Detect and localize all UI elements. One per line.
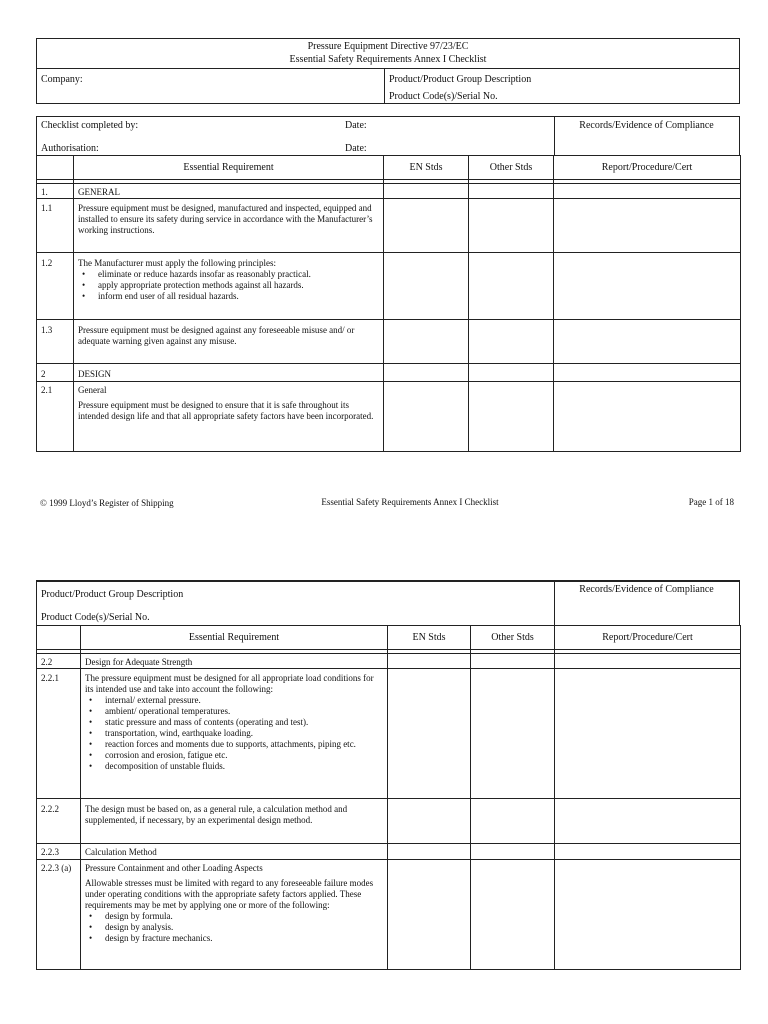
requirements-table-page1 xyxy=(36,155,741,452)
table-header-row xyxy=(37,156,741,180)
row-text: Pressure equipment must be designed to ensure that it is safe throughout its intended design life and that all appropriate safety factors have been incorporated. xyxy=(78,400,374,421)
row-number: 2.2.1 xyxy=(37,669,81,799)
product-description-label: Product/Product Group Description xyxy=(389,74,532,85)
product-code-label: Product Code(s)/Serial No. xyxy=(41,612,150,623)
row-text: The Manufacturer must apply the following principles: xyxy=(78,258,276,268)
row-text: Calculation Method xyxy=(81,844,388,860)
list-item: • decomposition of unstable fluids. xyxy=(105,761,383,772)
table-row xyxy=(37,199,741,253)
table-row xyxy=(37,799,741,844)
list-item: • design by fracture mechanics. xyxy=(105,933,383,944)
document-title: Pressure Equipment Directive 97/23/EC xyxy=(307,41,469,52)
row-content xyxy=(81,669,388,799)
essential-requirement-header: Essential Requirement xyxy=(74,156,384,180)
row-number: 1.3 xyxy=(37,320,74,364)
list-item: • apply appropriate protection methods against all hazards. xyxy=(98,280,379,291)
row-text: Allowable stresses must be limited with regard to any foreseeable failure modes under operating conditions with the appropriate safety factors applied. These requirements may be met by applying one or more of the following: xyxy=(85,878,374,910)
row-text: Design for Adequate Strength xyxy=(81,654,388,669)
list-item: • eliminate or reduce hazards insofar as reasonably practical. xyxy=(98,269,379,280)
num-header xyxy=(37,626,81,650)
date-label-2: Date: xyxy=(345,143,367,154)
essential-requirement-header: Essential Requirement xyxy=(81,626,388,650)
table-row xyxy=(37,364,741,382)
table-row xyxy=(37,253,741,320)
list-item: • reaction forces and moments due to supports, attachments, piping etc. xyxy=(105,739,383,750)
requirements-table-page2 xyxy=(36,625,741,970)
table-row xyxy=(37,844,741,860)
document-subtitle: Essential Safety Requirements Annex I Checklist xyxy=(289,54,487,65)
date-label-1: Date: xyxy=(345,120,367,131)
footer-copyright: © 1999 Lloyd’s Register of Shipping xyxy=(40,498,174,508)
company-label: Company: xyxy=(41,74,83,85)
row-content xyxy=(74,382,384,452)
row-number: 1.2 xyxy=(37,253,74,320)
page1-header-box xyxy=(36,38,740,104)
row-number: 2.2 xyxy=(37,654,81,669)
row-text: Pressure equipment must be designed against any foreseeable misuse and/ or adequate warning given against any misuse. xyxy=(74,320,384,364)
en-stds-header: EN Stds xyxy=(388,626,471,650)
other-stds-header: Other Stds xyxy=(469,156,554,180)
product-code-label: Product Code(s)/Serial No. xyxy=(389,91,498,102)
list-item: • static pressure and mass of contents (operating and test). xyxy=(105,717,383,728)
list-item: • design by analysis. xyxy=(105,922,383,933)
table-row xyxy=(37,382,741,452)
row-text: The pressure equipment must be designed for all appropriate load conditions for its intended use and take into account the following: xyxy=(85,673,374,694)
other-stds-header: Other Stds xyxy=(471,626,555,650)
row-number: 2.1 xyxy=(37,382,74,452)
row-text: GENERAL xyxy=(74,184,384,199)
list-item: • transportation, wind, earthquake loading. xyxy=(105,728,383,739)
row-content xyxy=(81,860,388,970)
row-number: 2.2.3 (a) xyxy=(37,860,81,970)
report-header: Report/Procedure/Cert xyxy=(555,626,741,650)
row-number: 1. xyxy=(37,184,74,199)
row-content xyxy=(74,253,384,320)
row-number: 1.1 xyxy=(37,199,74,253)
page2-header-box xyxy=(36,580,740,626)
row-text: Pressure equipment must be designed, manufactured and inspected, equipped and installed to ensure its safety during service in accordance with the Manufacturer’s working instructions. xyxy=(74,199,384,253)
row-text: The design must be based on, as a general rule, a calculation method and supplemented, if necessary, by an experimental design method. xyxy=(81,799,388,844)
row-text: DESIGN xyxy=(74,364,384,382)
completed-by-label: Checklist completed by: xyxy=(41,120,139,131)
records-label: Records/Evidence of Compliance xyxy=(579,584,714,595)
row-number: 2 xyxy=(37,364,74,382)
list-item: • design by formula. xyxy=(105,911,383,922)
list-item: • corrosion and erosion, fatigue etc. xyxy=(105,750,383,761)
table-row xyxy=(37,184,741,199)
row-number: 2.2.2 xyxy=(37,799,81,844)
report-header: Report/Procedure/Cert xyxy=(554,156,741,180)
footer-title: Essential Safety Requirements Annex I Checklist xyxy=(321,497,499,507)
table-header-row xyxy=(37,626,741,650)
row-heading: Pressure Containment and other Loading Aspects xyxy=(85,863,263,873)
list-item: • internal/ external pressure. xyxy=(105,695,383,706)
table-row xyxy=(37,654,741,669)
checklist-info-box xyxy=(36,116,740,156)
footer-page-number: Page 1 of 18 xyxy=(688,497,734,507)
list-item: • ambient/ operational temperatures. xyxy=(105,706,383,717)
authorisation-label: Authorisation: xyxy=(41,143,99,154)
records-label: Records/Evidence of Compliance xyxy=(579,120,714,131)
row-heading: General xyxy=(78,385,107,395)
bullet-list xyxy=(85,695,383,772)
en-stds-header: EN Stds xyxy=(384,156,469,180)
table-row xyxy=(37,669,741,799)
row-number: 2.2.3 xyxy=(37,844,81,860)
header-vertical-divider xyxy=(384,68,385,103)
bullet-list xyxy=(78,269,379,302)
bullet-list xyxy=(85,911,383,944)
num-header xyxy=(37,156,74,180)
table-row xyxy=(37,860,741,970)
table-row xyxy=(37,320,741,364)
header-divider xyxy=(37,68,739,69)
product-description-label: Product/Product Group Description xyxy=(41,589,184,600)
list-item: • inform end user of all residual hazards. xyxy=(98,291,379,302)
